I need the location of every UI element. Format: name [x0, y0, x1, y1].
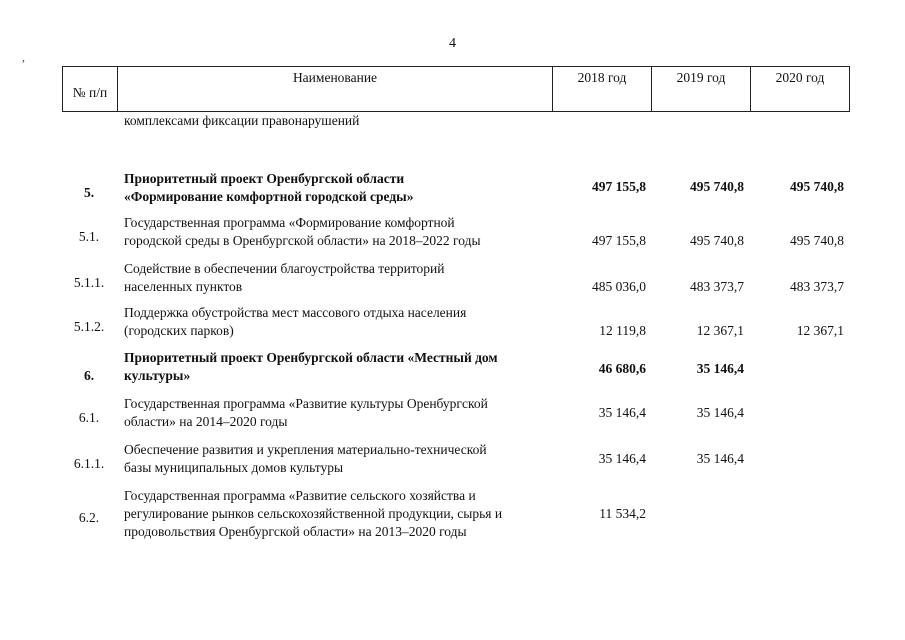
row-value-2020: 495 740,8: [790, 233, 844, 248]
scan-tick-mark: ,: [22, 50, 25, 64]
header-col-number: № п/п: [63, 67, 118, 112]
row-value-2018: 35 146,4: [598, 405, 646, 420]
row-value-2020: 12 367,1: [796, 323, 844, 338]
table-header: [62, 66, 850, 112]
row-number: 6.1.: [78, 410, 100, 425]
row-name: Содействие в обеспечении благоустройства территорий населенных пунктов: [124, 261, 445, 294]
row-value-2020: 495 740,8: [790, 179, 844, 194]
row-number: 5.1.: [78, 229, 100, 244]
row-number: 6.1.1.: [73, 456, 105, 471]
row-value-2018: 485 036,0: [592, 279, 646, 294]
row-value-2018: 46 680,6: [598, 361, 646, 376]
row-value-2019: 495 740,8: [690, 179, 744, 194]
row-value-2018: 11 534,2: [599, 506, 646, 521]
row-value-2019: 495 740,8: [690, 233, 744, 248]
row-name: Государственная программа «Развитие сельского хозяйства и регулирование рынков сельскохозяйственной продукции, сырья и продовольствия Оренбургской области» на 2013–2020 годы: [124, 488, 503, 539]
row-name: Обеспечение развития и укрепления материально-технической базы муниципальных домов культуры: [124, 442, 487, 475]
header-col-name: Наименование: [118, 67, 553, 112]
row-number: 6.2.: [78, 510, 100, 525]
row-value-2018: 12 119,8: [599, 323, 646, 338]
row-value-2019: 35 146,4: [696, 361, 744, 376]
row-name: комплексами фиксации правонарушений: [124, 113, 360, 128]
header-col-2020: 2020 год: [751, 67, 850, 112]
row-value-2018: 497 155,8: [592, 179, 646, 194]
row-number: 5.: [83, 185, 95, 200]
row-number: 6.: [83, 368, 95, 383]
row-value-2020: 483 373,7: [790, 279, 844, 294]
header-col-2018: 2018 год: [553, 67, 652, 112]
row-name: Приоритетный проект Оренбургской области «Местный дом культуры»: [124, 350, 498, 383]
row-number: 5.1.1.: [73, 275, 105, 290]
row-name: Приоритетный проект Оренбургской области «Формирование комфортной городской среды»: [124, 171, 414, 204]
row-value-2019: 483 373,7: [690, 279, 744, 294]
header-col-2019: 2019 год: [652, 67, 751, 112]
row-value-2018: 497 155,8: [592, 233, 646, 248]
row-value-2019: 35 146,4: [696, 451, 744, 466]
page-number: 4: [449, 36, 456, 51]
row-name: Поддержка обустройства мест массового отдыха населения (городских парков): [124, 305, 467, 338]
row-name: Государственная программа «Формирование комфортной городской среды в Оренбургской области» на 2018–2022 годы: [124, 215, 481, 248]
row-name: Государственная программа «Развитие культуры Оренбургской области» на 2014–2020 годы: [124, 396, 488, 429]
row-value-2019: 12 367,1: [696, 323, 744, 338]
row-number: 5.1.2.: [73, 319, 105, 334]
row-value-2018: 35 146,4: [598, 451, 646, 466]
row-value-2019: 35 146,4: [696, 405, 744, 420]
